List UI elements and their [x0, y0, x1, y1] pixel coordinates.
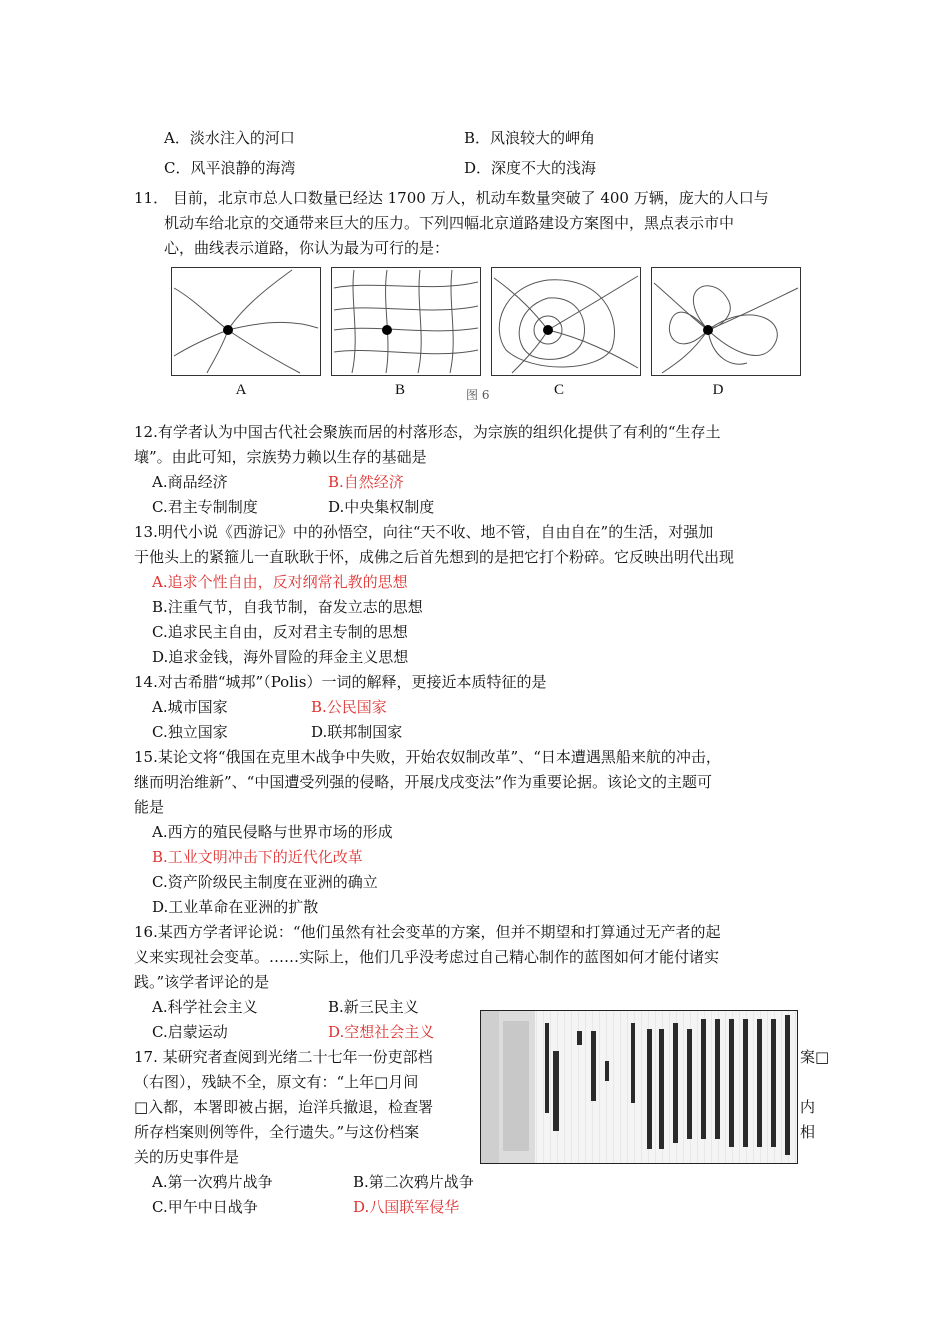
- q16-option-b: B.新三民主义: [328, 998, 419, 1016]
- q15-text-line-3: 能是: [134, 798, 165, 816]
- q13-option-c: C.追求民主自由，反对君主专制的思想: [152, 623, 408, 641]
- q13-option-b: B.注重气节，自我节制，奋发立志的思想: [152, 598, 423, 616]
- q17-option-b: B.第二次鸦片战争: [353, 1173, 474, 1191]
- q13-option-d: D.追求金钱，海外冒险的拜金主义思想: [152, 648, 409, 666]
- q17-text-line-3-end: 内: [800, 1098, 816, 1116]
- q13-text-line-1: 13.明代小说《西游记》中的孙悟空，向往“天不收、地不管，自由自在”的生活，对强加: [134, 523, 714, 541]
- q16-option-a: A.科学社会主义: [152, 998, 258, 1016]
- q15-option-b: B.工业文明冲击下的近代化改革: [152, 848, 363, 866]
- q11-text-line-1: 11． 目前，北京市总人口数量已经达 1700 万人，机动车数量突破了 400 万辆，庞大的人口与: [134, 189, 769, 207]
- q17-text-line-4-end: 相: [800, 1123, 816, 1141]
- q17-text-line-5: 关的历史事件是: [134, 1148, 240, 1166]
- road-map-d-label: D: [712, 382, 724, 398]
- q14-text-line-1: 14.对古希腊“城邦”（Polis）一词的解释，更接近本质特征的是: [134, 673, 547, 691]
- road-map-a: [171, 267, 321, 376]
- q12-option-b: B.自然经济: [328, 473, 404, 491]
- q17-option-c: C.甲午中日战争: [152, 1198, 258, 1216]
- q17-text-line-3: □入都，本署即被占据，迨洋兵撤退，检查署: [134, 1098, 434, 1116]
- road-map-d: [651, 267, 801, 376]
- q17-text-line-1-end: 案□: [800, 1048, 830, 1066]
- q10-option-a: A．淡水注入的河口: [164, 129, 295, 147]
- road-map-b: [331, 267, 481, 376]
- q13-option-a: A.追求个性自由，反对纲常礼教的思想: [152, 573, 408, 591]
- q17-text-line-2: （右图），残缺不全，原文有：“上年□月间: [134, 1073, 419, 1091]
- q11-text-line-2: 机动车给北京的交通带来巨大的压力。下列四幅北京道路建设方案图中，黑点表示市中: [164, 214, 735, 232]
- q15-text-line-2: 继而明治维新”、“中国遭受列强的侵略，开展戊戌变法”作为重要论据。该论文的主题可: [134, 773, 713, 791]
- q16-text-line-2: 义来实现社会变革。……实际上，他们几乎没考虑过自己精心制作的蓝图如何才能付诸实: [134, 948, 720, 966]
- q12-option-a: A.商品经济: [152, 473, 228, 491]
- q17-text-line-1: 17. 某研究者查阅到光绪二十七年一份吏部档: [134, 1048, 433, 1066]
- road-map-b-label: B: [394, 382, 405, 398]
- q15-option-d: D.工业革命在亚洲的扩散: [152, 898, 319, 916]
- q17-option-d: D.八国联军侵华: [353, 1198, 460, 1216]
- road-map-a-label: A: [235, 382, 247, 398]
- q12-option-c: C.君主专制制度: [152, 498, 258, 516]
- q15-option-a: A.西方的殖民侵略与世界市场的形成: [152, 823, 393, 841]
- q14-option-a: A.城市国家: [152, 698, 228, 716]
- q14-option-d: D.联邦制国家: [311, 723, 403, 741]
- q14-option-c: C.独立国家: [152, 723, 228, 741]
- q12-text-line-1: 12.有学者认为中国古代社会聚族而居的村落形态，为宗族的组织化提供了有利的“生存土: [134, 423, 721, 441]
- q10-option-b: B．风浪较大的岬角: [464, 129, 596, 147]
- q12-text-line-2: 壤”。由此可知，宗族势力赖以生存的基础是: [134, 448, 427, 466]
- q17-text-line-4: 所存档案则例等件，全行遗失。”与这份档案: [134, 1123, 420, 1141]
- q16-option-c: C.启蒙运动: [152, 1023, 228, 1041]
- q10-option-d: D．深度不大的浅海: [464, 159, 597, 177]
- q16-text-line-3: 践。”该学者评论的是: [134, 973, 270, 991]
- q12-option-d: D.中央集权制度: [328, 498, 435, 516]
- q14-option-b: B.公民国家: [311, 698, 387, 716]
- q15-text-line-1: 15.某论文将“俄国在克里木战争中失败，开始农奴制改革”、“日本遭遇黑船来航的冲击，: [134, 748, 721, 766]
- road-map-c: [491, 267, 641, 376]
- q10-option-c: C．风平浪静的海湾: [164, 159, 296, 177]
- road-map-c-label: C: [553, 382, 564, 398]
- figure-caption-fragment: 图 6: [466, 388, 490, 402]
- q17-option-a: A.第一次鸦片战争: [152, 1173, 273, 1191]
- q15-option-c: C.资产阶级民主制度在亚洲的确立: [152, 873, 378, 891]
- q16-option-d: D.空想社会主义: [328, 1023, 435, 1041]
- q11-text-line-3: 心，曲线表示道路，你认为最为可行的是：: [164, 239, 450, 257]
- q13-text-line-2: 于他头上的紧箍儿一直耿耿于怀，成佛之后首先想到的是把它打个粉碎。它反映出明代出现: [134, 548, 735, 566]
- q16-text-line-1: 16.某西方学者评论说：“他们虽然有社会变革的方案，但并不期望和打算通过无产者的起: [134, 923, 721, 941]
- archive-document-image: [480, 1010, 798, 1164]
